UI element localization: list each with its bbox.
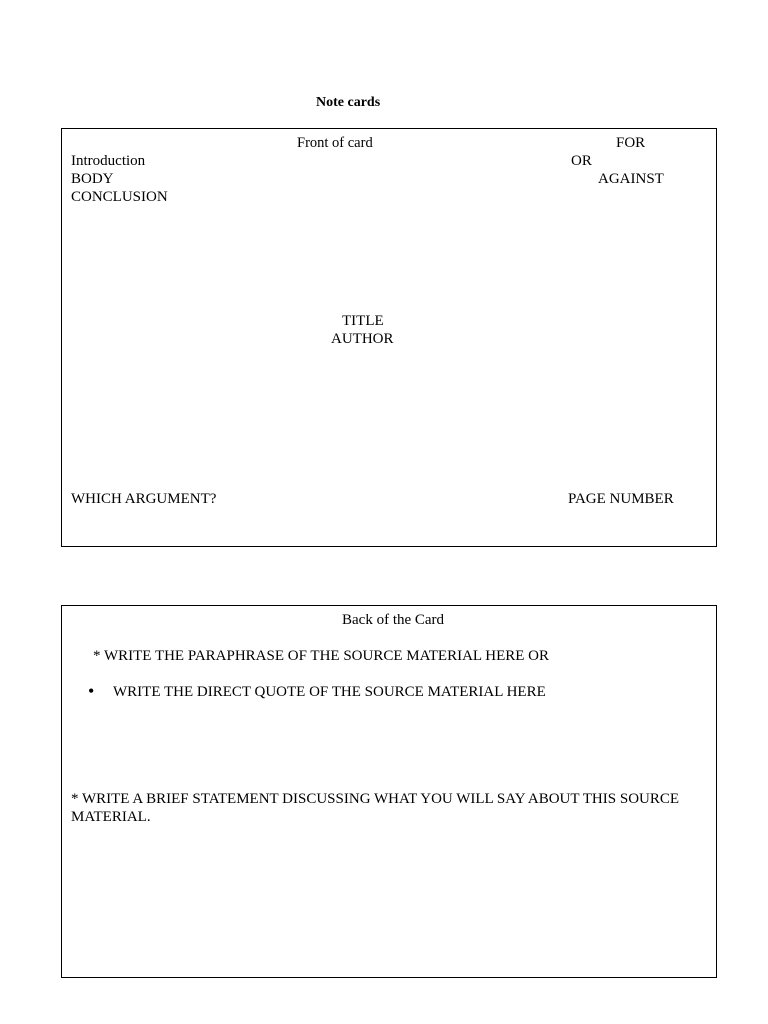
back-card-heading: Back of the Card bbox=[342, 612, 445, 628]
stance-or-label: OR bbox=[571, 153, 592, 169]
section-body-label: BODY bbox=[71, 171, 114, 187]
back-card bbox=[61, 605, 717, 978]
which-argument-label: WHICH ARGUMENT? bbox=[71, 491, 217, 507]
page-title: Note cards bbox=[316, 95, 381, 110]
source-title-label: TITLE bbox=[342, 313, 384, 329]
front-card bbox=[61, 128, 717, 547]
stance-against-label: AGAINST bbox=[598, 171, 664, 187]
paraphrase-instruction: * WRITE THE PARAPHRASE OF THE SOURCE MATERIAL HERE OR bbox=[93, 648, 550, 664]
section-introduction-label: Introduction bbox=[71, 153, 146, 169]
statement-instruction: * WRITE A BRIEF STATEMENT DISCUSSING WHAT YOU WILL SAY ABOUT THIS SOURCE MATERIAL. bbox=[71, 791, 680, 825]
source-author-label: AUTHOR bbox=[331, 331, 394, 347]
stance-for-label: FOR bbox=[616, 135, 646, 151]
section-conclusion-label: CONCLUSION bbox=[71, 189, 168, 205]
direct-quote-instruction: WRITE THE DIRECT QUOTE OF THE SOURCE MATERIAL HERE bbox=[113, 684, 546, 700]
page-number-label: PAGE NUMBER bbox=[568, 491, 674, 507]
front-card-heading: Front of card bbox=[297, 135, 373, 151]
bullet-icon: • bbox=[88, 681, 95, 701]
